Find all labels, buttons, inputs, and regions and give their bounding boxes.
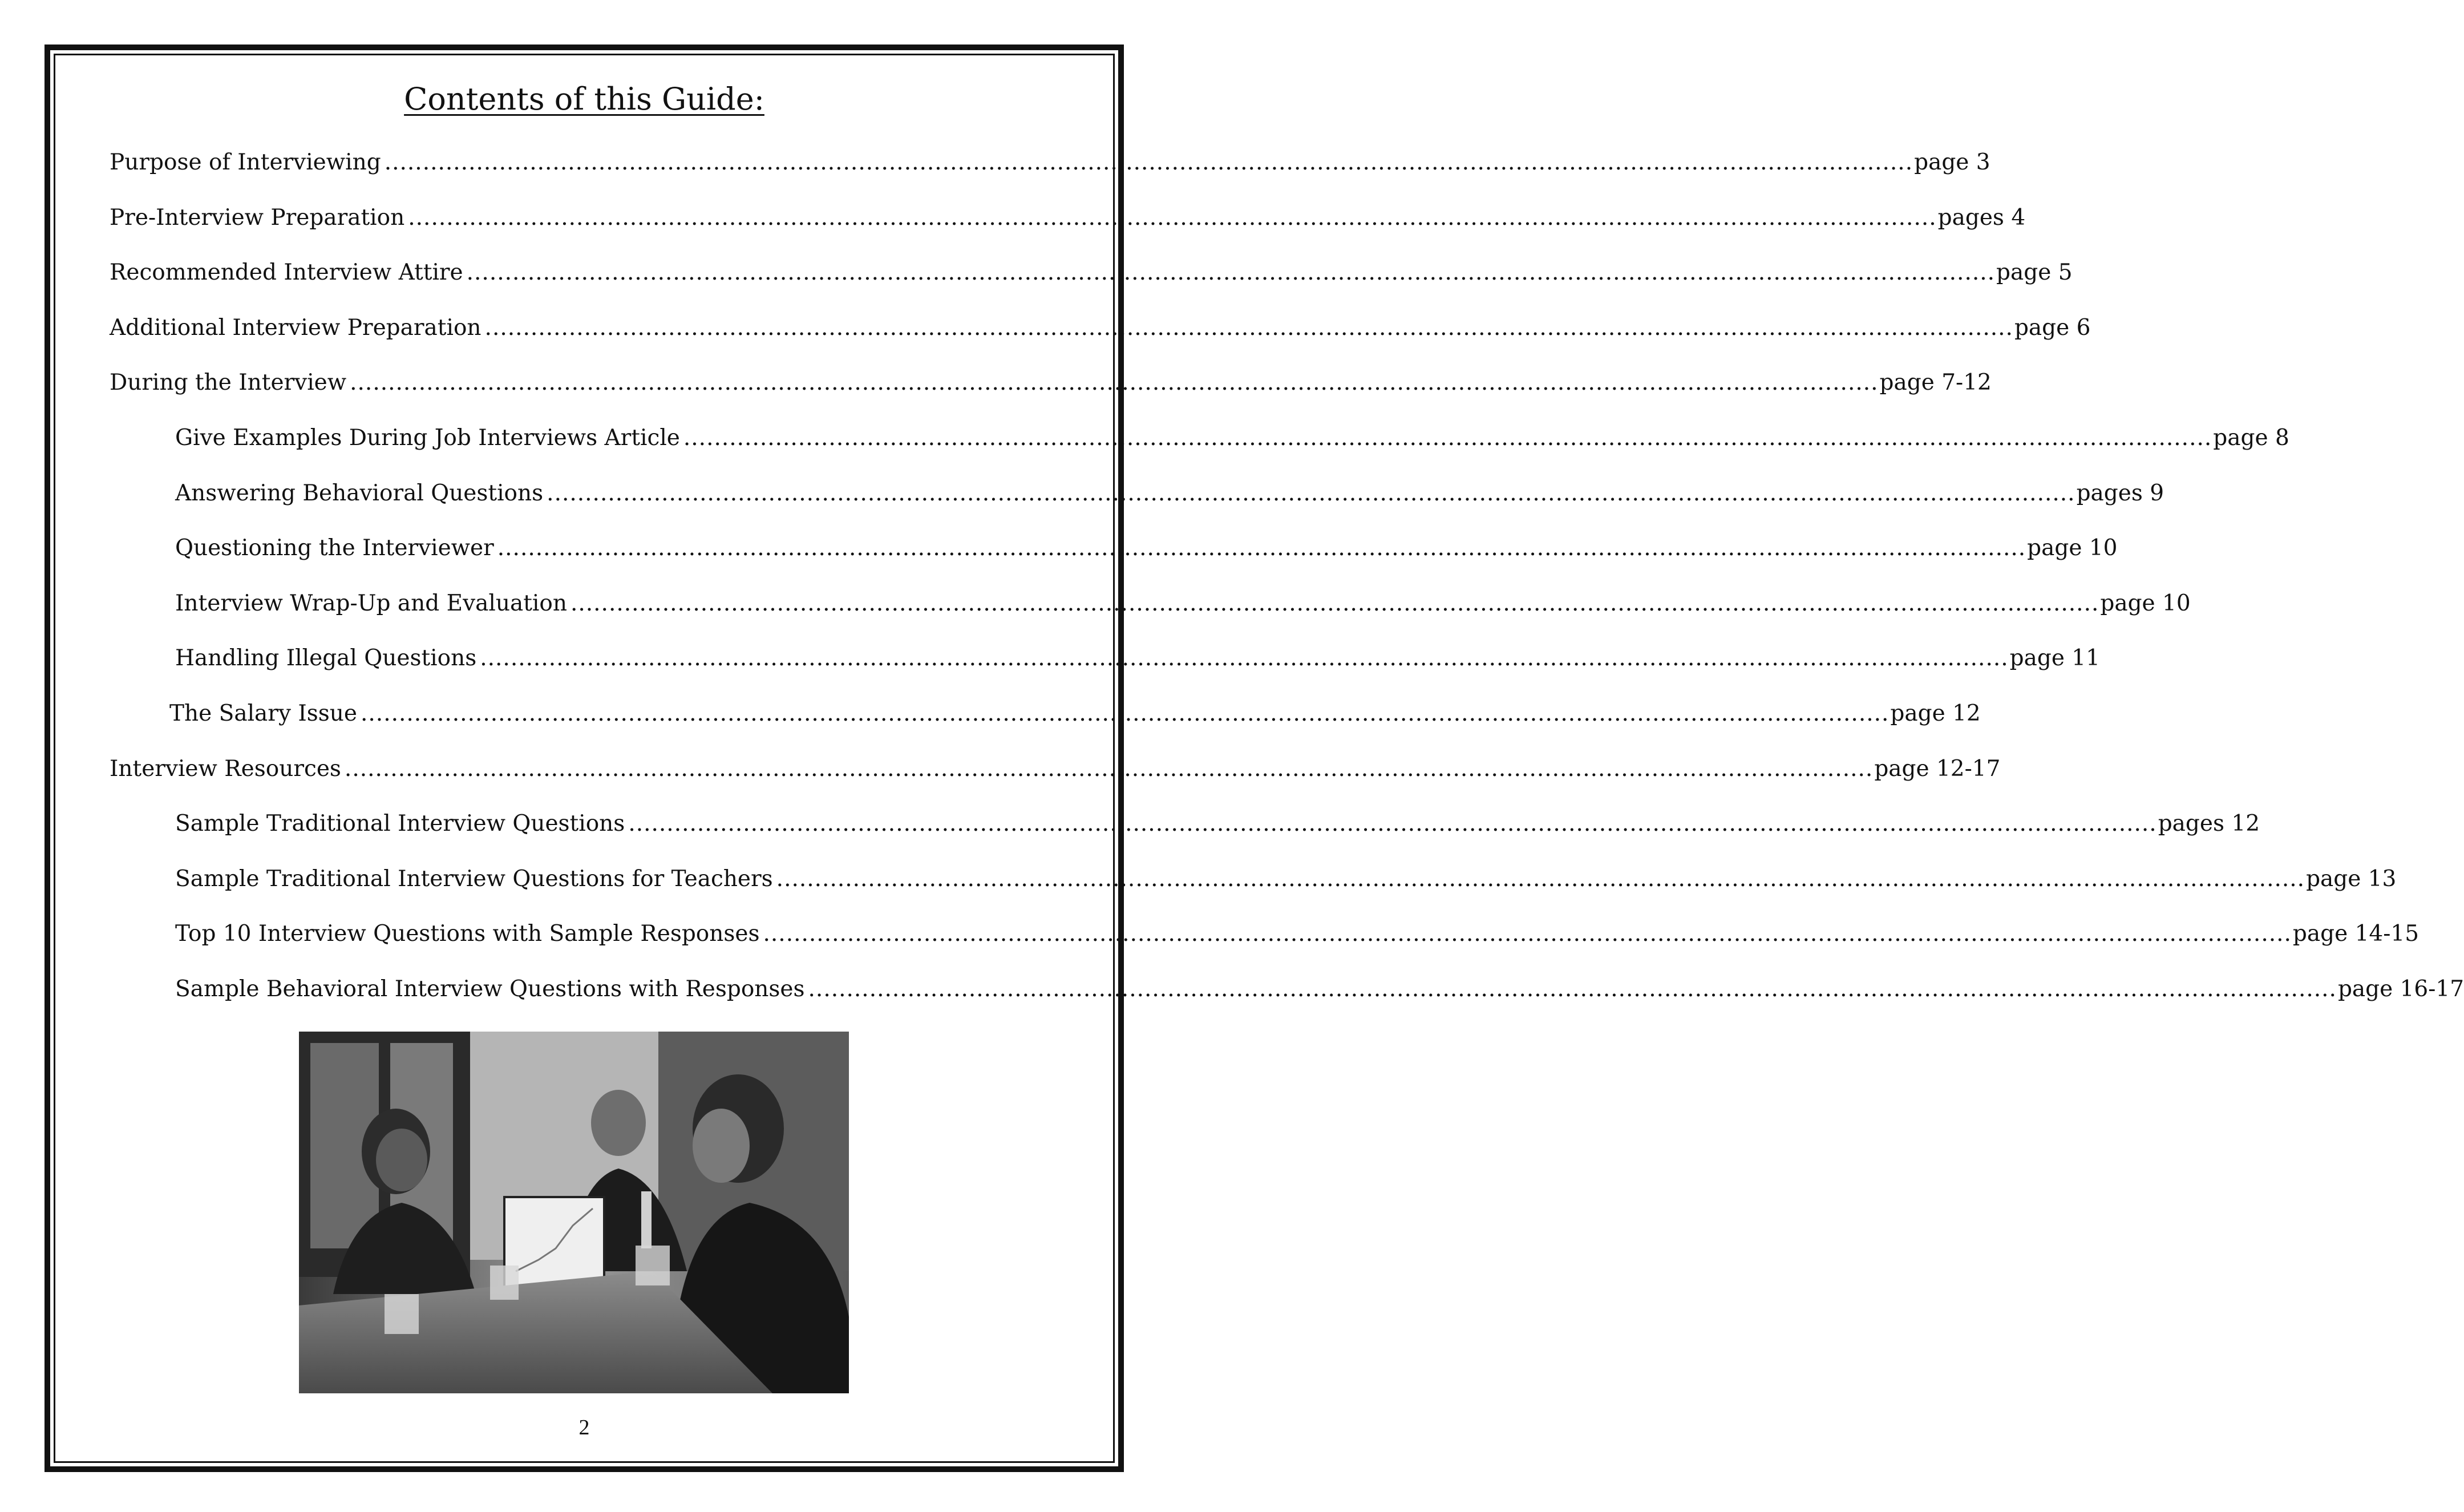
toc-entry <box>175 921 2420 953</box>
toc-entry <box>175 535 2118 567</box>
toc-entry-title: Interview Wrap-Up and Evaluation <box>175 591 567 616</box>
toc-dot-leader: ........................................................................................................................................................................................................ <box>808 976 2337 1002</box>
toc-dot-leader: ........................................................................................................................................................................................................ <box>350 370 1879 395</box>
toc-dot-leader: ........................................................................................................................................................................................................ <box>361 701 1890 726</box>
toc-dot-leader: ........................................................................................................................................................................................................ <box>384 149 1913 175</box>
toc-entry-page: page 10 <box>2100 591 2191 616</box>
toc-entry <box>175 425 2289 457</box>
toc-dot-leader: ........................................................................................................................................................................................................ <box>547 480 2075 506</box>
toc-entry-page: page 12 <box>1890 701 1981 726</box>
toc-entry-page: pages 4 <box>1937 205 2026 231</box>
toc-dot-leader: ........................................................................................................................................................................................................ <box>344 756 1874 782</box>
toc-entry-title: Pre-Interview Preparation <box>110 205 405 231</box>
toc-dot-leader: ........................................................................................................................................................................................................ <box>480 645 2009 671</box>
toc-entry-page: page 11 <box>2009 645 2100 671</box>
toc-dot-leader: ........................................................................................................................................................................................................ <box>466 260 1996 285</box>
toc-entry-page: pages 9 <box>2076 480 2164 506</box>
toc-entry-page: page 3 <box>1914 149 1990 175</box>
toc-entry-page: page 13 <box>2306 866 2397 892</box>
toc-entry-title: Handling Illegal Questions <box>175 645 477 671</box>
toc-entry-title: Sample Traditional Interview Questions for Teachers <box>175 866 773 892</box>
toc-entry-page: page 8 <box>2213 425 2289 451</box>
toc-dot-leader: ........................................................................................................................................................................................................ <box>628 811 2157 836</box>
toc-entry <box>175 645 2100 677</box>
toc-entry-title: Answering Behavioral Questions <box>175 480 544 506</box>
toc-entry-title: Additional Interview Preparation <box>110 315 482 341</box>
toc-entry <box>175 591 2191 622</box>
toc-entry <box>175 480 2164 512</box>
toc-entry-page: pages 12 <box>2158 811 2260 836</box>
page-number: 2 <box>578 1416 590 1440</box>
toc-entry-title: Recommended Interview Attire <box>110 260 463 285</box>
toc-entry-title: Interview Resources <box>110 756 341 782</box>
toc-entry-page: page 7-12 <box>1879 370 1992 395</box>
toc-entry-title: Sample Behavioral Interview Questions with Responses <box>175 976 805 1002</box>
toc-dot-leader: ........................................................................................................................................................................................................ <box>497 535 2026 561</box>
toc-dot-leader: ........................................................................................................................................................................................................ <box>484 315 2013 341</box>
page-title: Contents of this Guide: <box>404 81 764 117</box>
business-meeting-photo <box>299 1032 849 1393</box>
toc-entry <box>110 315 2091 347</box>
toc-entry-page: page 10 <box>2027 535 2118 561</box>
toc-dot-leader: ........................................................................................................................................................................................................ <box>776 866 2305 892</box>
toc-entry-title: During the Interview <box>110 370 347 395</box>
toc-entry <box>169 701 1981 733</box>
toc-entry <box>175 866 2397 898</box>
toc-dot-leader: ........................................................................................................................................................................................................ <box>570 591 2099 616</box>
toc-entry <box>110 205 2026 237</box>
toc-entry-title: Purpose of Interviewing <box>110 149 381 175</box>
toc-entry <box>175 976 2464 1008</box>
toc-entry-page: page 6 <box>2014 315 2091 341</box>
toc-entry <box>110 149 1990 181</box>
toc-entry-title: Give Examples During Job Interviews Article <box>175 425 680 451</box>
toc-entry <box>175 811 2260 843</box>
toc-entry-title: Questioning the Interviewer <box>175 535 494 561</box>
toc-entry <box>110 756 2001 788</box>
toc-entry-title: The Salary Issue <box>169 701 358 726</box>
toc-dot-leader: ........................................................................................................................................................................................................ <box>408 205 1937 231</box>
toc-dot-leader: ........................................................................................................................................................................................................ <box>683 425 2212 451</box>
toc-entry-title: Top 10 Interview Questions with Sample Responses <box>175 921 760 947</box>
toc-entry-page: page 14-15 <box>2292 921 2420 947</box>
toc-dot-leader: ........................................................................................................................................................................................................ <box>763 921 2292 947</box>
toc-entry-page: page 16-17 <box>2337 976 2464 1002</box>
toc-entry-page: page 5 <box>1996 260 2073 285</box>
toc-entry <box>110 260 2073 292</box>
toc-entry <box>110 370 1992 402</box>
toc-entry-page: page 12-17 <box>1874 756 2001 782</box>
toc-entry-title: Sample Traditional Interview Questions <box>175 811 625 836</box>
